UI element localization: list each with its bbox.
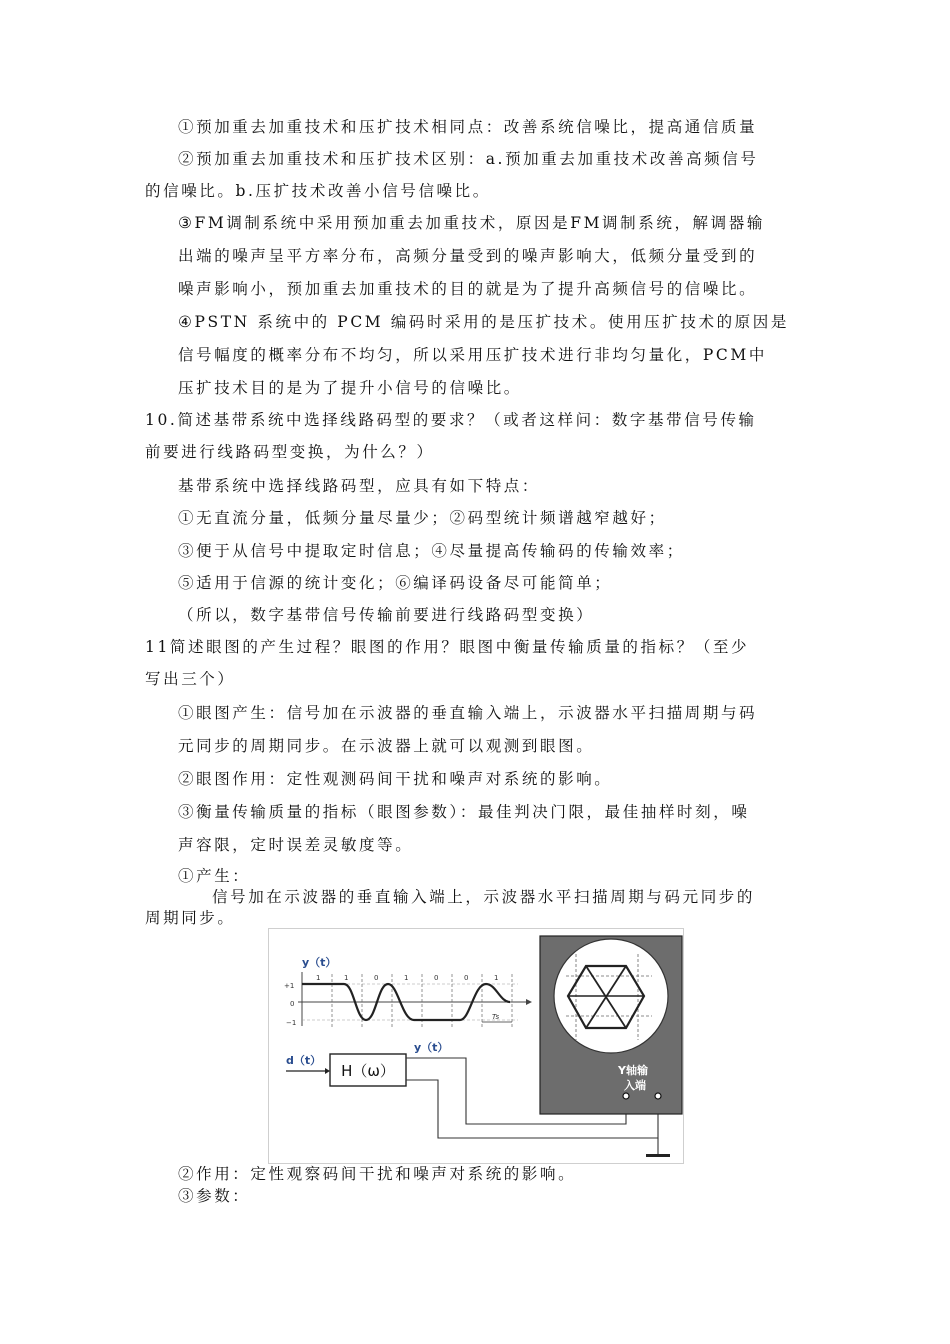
question-10-line-2: 前要进行线路码型变换，为什么？） [145, 443, 435, 461]
text-line-3: 的信噪比。b.压扩技术改善小信号信噪比。 [145, 182, 491, 200]
text-line-14: ③便于从信号中提取定时信息；④尽量提高传输码的传输效率； [178, 542, 685, 560]
text-line-7: ④PSTN 系统中的 PCM 编码时采用的是压扩技术。使用压扩技术的原因是 [178, 313, 789, 331]
text-line-23: 声容限，定时误差灵敏度等。 [178, 836, 414, 854]
text-line-16: （所以，数字基带信号传输前要进行线路码型变换） [178, 606, 595, 624]
text-line-27: ②作用：定性观察码间干扰和噪声对系统的影响。 [178, 1165, 577, 1183]
d-t-label: d（t） [286, 1054, 322, 1067]
question-11-line-1: 11简述眼图的产生过程？眼图的作用？眼图中衡量传输质量的指标？（至少 [145, 638, 750, 656]
text-line-15: ⑤适用于信源的统计变化；⑥编译码设备尽可能简单； [178, 574, 613, 592]
ground-terminal [655, 1093, 661, 1099]
bit-label: 0 [374, 974, 379, 982]
eye-diagram-figure [268, 928, 684, 1164]
plus-one-label: +1 [284, 982, 295, 990]
text-line-8: 信号幅度的概率分布不均匀，所以采用压扩技术进行非均匀量化，PCM中 [178, 346, 767, 364]
text-line-19: ①眼图产生：信号加在示波器的垂直输入端上，示波器水平扫描周期与码 [178, 704, 758, 722]
minus-one-label: −1 [286, 1019, 297, 1027]
y-axis-input-label-1: Y轴输 [618, 1064, 648, 1077]
text-line-25: 信号加在示波器的垂直输入端上，示波器水平扫描周期与码元同步的 [212, 888, 756, 906]
text-line-5: 出端的噪声呈平方率分布，高频分量受到的噪声影响大，低频分量受到的 [178, 247, 758, 265]
text-line-9: 压扩技术目的是为了提升小信号的信噪比。 [178, 379, 522, 397]
question-10-line-1: 10.简述基带系统中选择线路码型的要求？（或者这样问：数字基带信号传输 [145, 411, 757, 429]
text-line-28: ③参数： [178, 1187, 251, 1205]
bit-label: 1 [344, 974, 349, 982]
text-line-22: ③衡量传输质量的指标（眼图参数）：最佳判决门限，最佳抽样时刻，噪 [178, 803, 750, 821]
text-line-12: 基带系统中选择线路码型，应具有如下特点： [178, 477, 541, 495]
bit-label: 1 [494, 974, 499, 982]
text-line-21: ②眼图作用：定性观测码间干扰和噪声对系统的影响。 [178, 770, 613, 788]
ground-symbol [646, 1154, 670, 1157]
question-11-line-2: 写出三个） [145, 670, 236, 688]
text-line-13: ①无直流分量，低频分量尽量少；②码型统计频谱越窄越好； [178, 509, 667, 527]
input-terminal [623, 1093, 629, 1099]
bit-label: 1 [404, 974, 409, 982]
bit-label: 0 [434, 974, 439, 982]
ts-label: Ts [492, 1013, 500, 1021]
bit-label: 0 [464, 974, 469, 982]
zero-label: 0 [290, 1000, 295, 1008]
h-omega-label: H（ω） [341, 1062, 395, 1080]
text-line-20: 元同步的周期同步。在示波器上就可以观测到眼图。 [178, 737, 595, 755]
bit-label: 1 [316, 974, 321, 982]
text-line-4: ③FM调制系统中采用预加重去加重技术，原因是FM调制系统，解调器输 [178, 214, 765, 232]
text-line-1: ①预加重去加重技术和压扩技术相同点：改善系统信噪比，提高通信质量 [178, 118, 758, 136]
y-t-output-label: y（t） [414, 1041, 449, 1054]
y-t-label: y（t） [302, 956, 337, 969]
text-line-24: ①产生： [178, 867, 251, 885]
text-line-2: ②预加重去加重技术和压扩技术区别：a.预加重去加重技术改善高频信号 [178, 150, 759, 168]
text-line-26: 周期同步。 [145, 909, 236, 927]
text-line-6: 噪声影响小，预加重去加重技术的目的就是为了提升高频信号的信噪比。 [178, 280, 758, 298]
y-axis-input-label-2: 入端 [624, 1079, 646, 1092]
